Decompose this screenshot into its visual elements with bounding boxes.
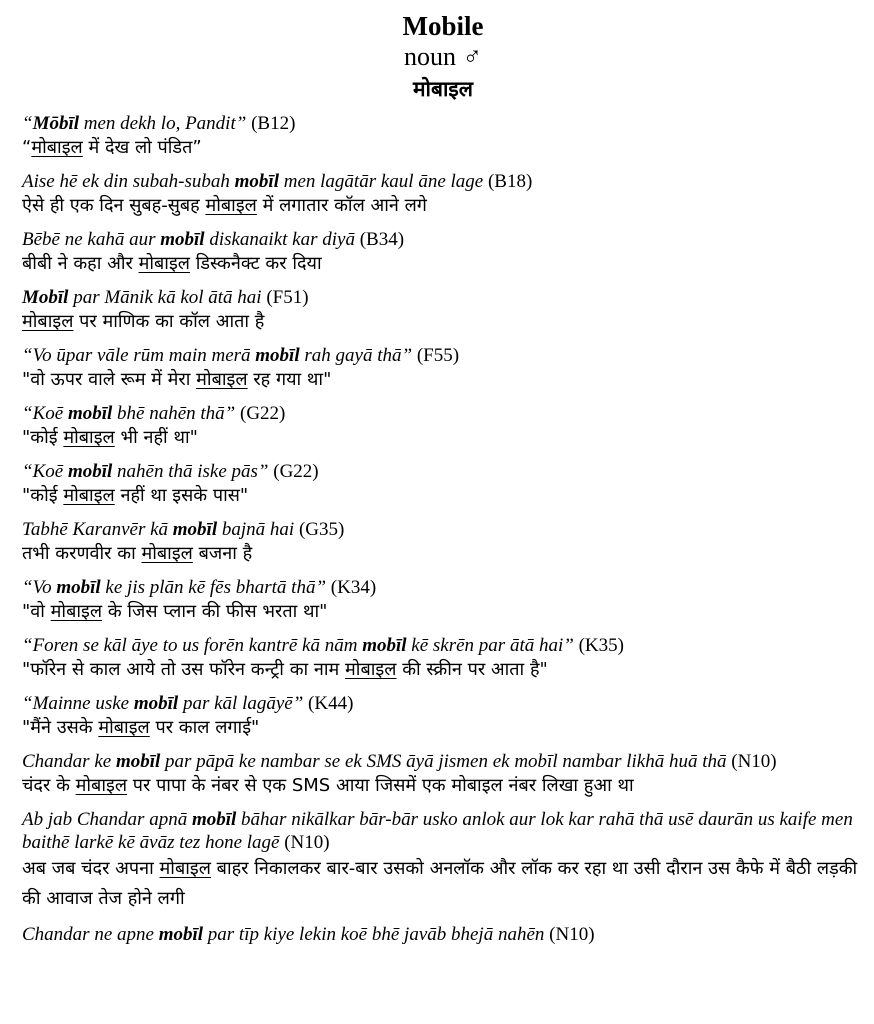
keyword-hindi-underlined: मोबाइल <box>345 659 397 680</box>
transliteration-line <box>22 402 864 425</box>
keyword-mobil: Mobīl <box>22 287 69 308</box>
headword-block <box>22 10 864 106</box>
translit-text: ke jis plān kē fēs bhartā thā” <box>100 577 327 598</box>
hindi-text: पर काल लगाई" <box>149 717 260 738</box>
hindi-text: "मैंने उसके <box>22 717 99 738</box>
transliteration-line <box>22 634 864 657</box>
transliteration-line <box>22 228 864 251</box>
hindi-text: भी नहीं था" <box>114 427 198 448</box>
keyword-mobil: mobīl <box>172 519 218 540</box>
translit-text: men dekh lo, Pandit” <box>79 113 247 134</box>
source-reference: (F55) <box>412 345 460 366</box>
hindi-text: "वो ऊपर वाले रूम में मेरा <box>22 369 197 390</box>
keyword-hindi-underlined: मोबाइल <box>196 369 248 390</box>
hindi-text: "कोई <box>22 485 64 506</box>
translit-text: “Vo ūpar vāle rūm main merā <box>22 345 256 366</box>
example-entry <box>22 634 864 683</box>
translit-text: “Koē <box>22 461 68 482</box>
translit-text: men lagātār kaul āne lage <box>279 171 484 192</box>
source-reference: (F51) <box>261 287 309 308</box>
translit-text: par pāpā ke nambar se ek SMS āyā jismen ek mobīl nambar likhā huā thā <box>160 751 727 772</box>
keyword-hindi-underlined: मोबाइल <box>98 717 150 738</box>
keyword-mobil: Mōbīl <box>32 113 80 134</box>
hindi-line <box>22 135 864 161</box>
example-entry <box>22 750 864 799</box>
hindi-text: अब जब चंदर अपना <box>22 858 160 879</box>
keyword-hindi-underlined: मोबाइल <box>63 427 115 448</box>
hindi-text: ऐसे ही एक दिन सुबह-सुबह <box>22 195 206 216</box>
translit-text: par tīp kiye lekin koē bhē javāb bhejā nahēn <box>203 924 545 945</box>
translit-text: “Koē <box>22 403 68 424</box>
transliteration-line <box>22 692 864 715</box>
source-reference: (G22) <box>235 403 286 424</box>
translit-text: kē skrēn par ātā hai” <box>406 635 574 656</box>
hindi-line <box>22 599 864 625</box>
hindi-text: बाहर निकालकर बार-बार उसको अनलॉक और लॉक कर रहा था उसी दौरान उस कैफे में बैठी लड़की की आवाज तेज होने लगी <box>22 858 858 909</box>
keyword-mobil: mobīl <box>234 171 279 192</box>
hindi-text: में लगातार कॉल आने लगे <box>256 195 427 216</box>
translit-text: par kāl lagāyē” <box>178 693 304 714</box>
translit-text: nahēn thā iske pās” <box>112 461 269 482</box>
keyword-mobil: mobīl <box>158 924 204 945</box>
source-reference: (N10) <box>726 751 777 772</box>
translit-text: rah gayā thā” <box>299 345 413 366</box>
keyword-mobil: mobīl <box>56 577 101 598</box>
example-entry <box>22 286 864 335</box>
source-reference: (K44) <box>303 693 354 714</box>
keyword-hindi-underlined: मोबाइल <box>205 195 257 216</box>
example-entry <box>22 518 864 567</box>
source-reference: (B12) <box>246 113 296 134</box>
source-reference: (G35) <box>294 519 345 540</box>
keyword-mobil: mobīl <box>191 809 237 830</box>
hindi-line <box>22 425 864 451</box>
example-entry <box>22 112 864 161</box>
transliteration-line <box>22 460 864 483</box>
translit-text: “ <box>22 113 33 134</box>
hindi-text: में देख लो पंडित” <box>82 137 202 158</box>
translit-text: Chandar ke <box>22 751 116 772</box>
translit-text: “Vo <box>22 577 57 598</box>
headword-hindi: मोबाइल <box>413 77 473 101</box>
hindi-text: "फॉरेन से काल आये तो उस फॉरेन कन्ट्री का नाम <box>22 659 346 680</box>
hindi-text: तभी करणवीर का <box>22 543 142 564</box>
example-entry <box>22 576 864 625</box>
transliteration-line <box>22 112 864 135</box>
transliteration-line <box>22 344 864 367</box>
keyword-hindi-underlined: मोबाइल <box>159 858 211 879</box>
translit-text: par Mānik kā kol ātā hai <box>68 287 262 308</box>
example-entry <box>22 170 864 219</box>
translit-text: Aise hē ek din subah-subah <box>22 171 235 192</box>
source-reference: (B34) <box>354 229 405 250</box>
hindi-line <box>22 193 864 219</box>
hindi-line <box>22 251 864 277</box>
example-entry <box>22 228 864 277</box>
translit-text: “Foren se kāl āye to us forēn kantrē kā nām <box>22 635 363 656</box>
transliteration-line <box>22 286 864 309</box>
example-entry <box>22 460 864 509</box>
source-reference: (B18) <box>483 171 533 192</box>
source-reference: (N10) <box>279 832 330 853</box>
translit-text: Tabhē Karanvēr kā <box>22 519 173 540</box>
transliteration-line <box>22 923 864 946</box>
hindi-line <box>22 309 864 335</box>
keyword-mobil: mobīl <box>160 229 205 250</box>
translit-text: Ab jab Chandar apnā <box>22 809 192 830</box>
transliteration-line <box>22 518 864 541</box>
hindi-text: "कोई <box>22 427 64 448</box>
hindi-text: पर माणिक का कॉल आता है <box>73 311 265 332</box>
hindi-line <box>22 657 864 683</box>
transliteration-line <box>22 170 864 193</box>
source-reference: (N10) <box>544 924 595 945</box>
translit-text: “Mainne uske <box>22 693 134 714</box>
hindi-line <box>22 854 864 914</box>
hindi-line <box>22 541 864 567</box>
hindi-text: डिस्कनैक्ट कर दिया <box>190 253 322 274</box>
example-entry <box>22 808 864 914</box>
translit-text: bāhar nikālkar bār-bār usko anlok aur lok kar rahā thā usē daurān us kaife men baithē larkē kē āvāz tez hone lagē <box>22 809 853 853</box>
keyword-hindi-underlined: मोबाइल <box>22 311 74 332</box>
translit-text: Chandar ne apne <box>22 924 159 945</box>
translit-text: bajnā hai <box>217 519 295 540</box>
hindi-line <box>22 715 864 741</box>
keyword-hindi-underlined: मोबाइल <box>138 253 190 274</box>
hindi-line <box>22 367 864 393</box>
hindi-text: “ <box>22 137 32 158</box>
hindi-text: बजना है <box>192 543 253 564</box>
translit-text: bhē nahēn thā” <box>112 403 236 424</box>
keyword-mobil: mobīl <box>255 345 300 366</box>
hindi-text: "वो <box>22 601 51 622</box>
source-reference: (K34) <box>326 577 377 598</box>
translit-text: Bēbē ne kahā aur <box>22 229 161 250</box>
hindi-line <box>22 773 864 799</box>
keyword-mobil: mobīl <box>115 751 161 772</box>
example-entry <box>22 692 864 741</box>
example-entry <box>22 344 864 393</box>
keyword-hindi-underlined: मोबाइल <box>31 137 83 158</box>
keyword-mobil: mobīl <box>67 461 113 482</box>
hindi-text: चंदर के <box>22 775 76 796</box>
translit-text: diskanaikt kar diyā <box>204 229 355 250</box>
source-reference: (G22) <box>268 461 319 482</box>
keyword-mobil: mobīl <box>133 693 179 714</box>
transliteration-line <box>22 750 864 773</box>
keyword-mobil: mobīl <box>67 403 113 424</box>
hindi-line <box>22 483 864 509</box>
hindi-text: के जिस प्लान की फीस भरता था" <box>102 601 328 622</box>
transliteration-line <box>22 576 864 599</box>
transliteration-line <box>22 808 864 854</box>
part-of-speech: noun ♂ <box>404 42 482 71</box>
keyword-mobil: mobīl <box>362 635 407 656</box>
hindi-text: रह गया था" <box>247 369 332 390</box>
hindi-text: की स्क्रीन पर आता है" <box>396 659 548 680</box>
source-reference: (K35) <box>573 635 624 656</box>
keyword-hindi-underlined: मोबाइल <box>75 775 128 796</box>
hindi-text: बीबी ने कहा और <box>22 253 139 274</box>
example-entry <box>22 402 864 451</box>
keyword-hindi-underlined: मोबाइल <box>63 485 115 506</box>
example-list <box>22 112 864 946</box>
hindi-text: पर पापा के नंबर से एक SMS आया जिसमें एक मोबाइल नंबर लिखा हुआ था <box>127 775 634 796</box>
example-entry <box>22 923 864 946</box>
keyword-hindi-underlined: मोबाइल <box>141 543 193 564</box>
headword-title: Mobile <box>402 11 484 41</box>
hindi-text: नहीं था इसके पास" <box>114 485 249 506</box>
keyword-hindi-underlined: मोबाइल <box>50 601 103 622</box>
